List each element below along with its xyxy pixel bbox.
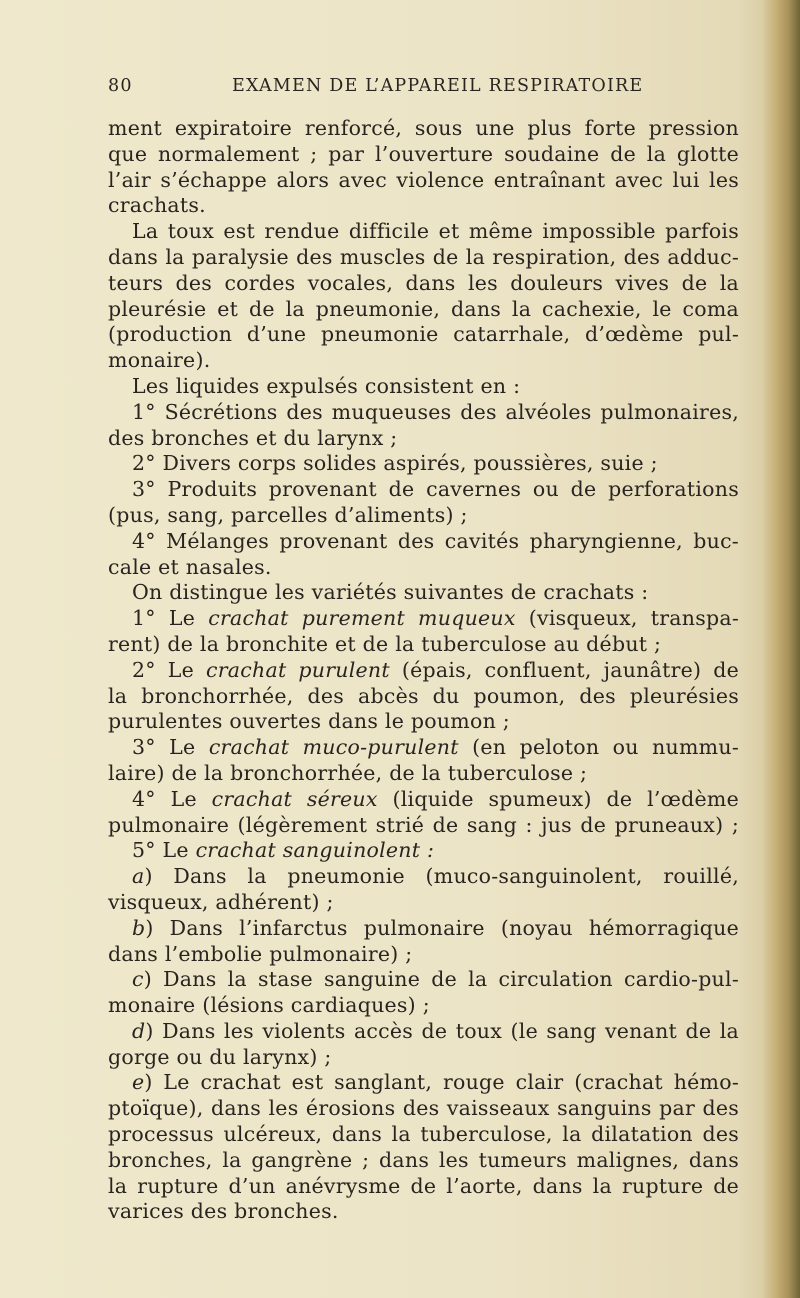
text-segment: (liquide spumeux) de l’œdème	[377, 786, 739, 811]
italic-term: d	[132, 1018, 146, 1043]
text-line: des bronches et du larynx ;	[108, 425, 398, 450]
text-segment: (épais, confluent, jaunâtre) de	[389, 657, 739, 682]
body-text	[108, 116, 739, 1225]
text-line: varices des bronches.	[108, 1199, 339, 1224]
text-line: visqueux, adhérent) ;	[108, 889, 334, 914]
italic-term: crachat purement muqueux	[208, 606, 516, 631]
page-number: 80	[108, 76, 133, 96]
text-line: teurs des cordes vocales, dans les douleurs vives de la	[108, 270, 739, 295]
text-segment: 3° Le	[132, 735, 209, 760]
text-segment: ) Le crachat est sanglant, rouge clair (crachat hémo-	[144, 1070, 739, 1095]
text-line: pleurésie et de la pneumonie, dans la cachexie, le coma	[108, 296, 739, 321]
text-line: bronches, la gangrène ; dans les tumeurs malignes, dans	[108, 1147, 739, 1172]
text-line	[108, 658, 739, 684]
italic-term: crachat muco-purulent	[208, 735, 459, 760]
italic-term: b	[132, 915, 146, 940]
text-line	[108, 1019, 739, 1045]
text-line: dans l’embolie pulmonaire) ;	[108, 941, 413, 966]
text-segment: 2° Le	[132, 657, 207, 682]
text-line: (production d’une pneumonie catarrhale, d’œdème pul-	[108, 322, 739, 347]
text-line: dans la paralysie des muscles de la respiration, des adduc-	[108, 244, 739, 269]
text-segment: 5° Le	[132, 838, 196, 863]
text-line	[108, 838, 739, 864]
text-line: Les liquides expulsés consistent en :	[132, 373, 521, 398]
text-segment: (visqueux, transpa-	[515, 606, 739, 631]
text-line: monaire).	[108, 348, 211, 373]
text-line	[108, 787, 739, 813]
text-line: rent) de la bronchite et de la tuberculose au début ;	[108, 631, 662, 656]
text-line	[108, 967, 739, 993]
text-line: la bronchorrhée, des abcès du poumon, des pleurésies	[108, 683, 739, 708]
text-segment: ) Dans la pneumonie (muco-sanguinolent, rouillé,	[144, 864, 739, 889]
text-segment: ) Dans l’infarctus pulmonaire (noyau hémorragique	[145, 915, 739, 940]
text-line: (pus, sang, parcelles d’aliments) ;	[108, 502, 468, 527]
text-line: 1° Sécrétions des muqueuses des alvéoles pulmonaires,	[132, 399, 739, 424]
text-line: 4° Mélanges provenant des cavités pharyngienne, buc-	[132, 528, 739, 553]
text-line	[108, 916, 739, 942]
text-segment: 4° Le	[132, 786, 212, 811]
text-line: l’air s’échappe alors avec violence entraînant avec lui les	[108, 167, 739, 192]
italic-term: c	[132, 967, 144, 992]
book-binding-edge	[762, 0, 800, 1298]
italic-term: e	[132, 1070, 145, 1095]
text-line	[108, 864, 739, 890]
text-line: cale et nasales.	[108, 554, 272, 579]
text-line: La toux est rendue difficile et même impossible parfois	[132, 219, 739, 244]
text-line: ment expiratoire renforcé, sous une plus forte pression	[108, 116, 739, 140]
text-line: que normalement ; par l’ouverture soudaine de la glotte	[108, 141, 739, 166]
text-segment: (en peloton ou nummu-	[458, 735, 740, 760]
text-line	[108, 1070, 739, 1096]
running-title: EXAMEN DE L’APPAREIL RESPIRATOIRE	[232, 76, 644, 96]
italic-term: a	[132, 864, 145, 889]
text-segment: ) Dans les violents accès de toux (le sang venant de la	[145, 1018, 739, 1043]
text-line: pulmonaire (légèrement strié de sang : jus de pruneaux) ;	[108, 812, 739, 837]
italic-term: crachat séreux	[211, 786, 378, 811]
text-line	[108, 606, 739, 632]
text-line	[108, 735, 739, 761]
text-line: 2° Divers corps solides aspirés, poussières, suie ;	[132, 451, 658, 476]
text-line: ptoïque), dans les érosions des vaisseaux sanguins par des	[108, 1096, 739, 1121]
text-line: laire) de la bronchorrhée, de la tuberculose ;	[108, 760, 588, 785]
text-segment: ) Dans la stase sanguine de la circulation cardio-pul-	[143, 967, 739, 992]
text-line: processus ulcéreux, dans la tuberculose, la dilatation des	[108, 1122, 739, 1147]
italic-term: crachat sanguinolent :	[195, 838, 435, 863]
italic-term: crachat purulent	[206, 657, 390, 682]
text-line: purulentes ouvertes dans le poumon ;	[108, 709, 510, 734]
text-line: monaire (lésions cardiaques) ;	[108, 993, 430, 1018]
text-segment: 1° Le	[132, 606, 209, 631]
text-line: On distingue les variétés suivantes de crachats :	[132, 580, 649, 605]
text-line: 3° Produits provenant de cavernes ou de perforations	[132, 477, 739, 502]
text-line: la rupture d’un anévrysme de l’aorte, dans la rupture de	[108, 1173, 739, 1198]
text-line: gorge ou du larynx) ;	[108, 1044, 332, 1069]
text-line: crachats.	[108, 193, 206, 218]
page-header	[108, 76, 740, 106]
